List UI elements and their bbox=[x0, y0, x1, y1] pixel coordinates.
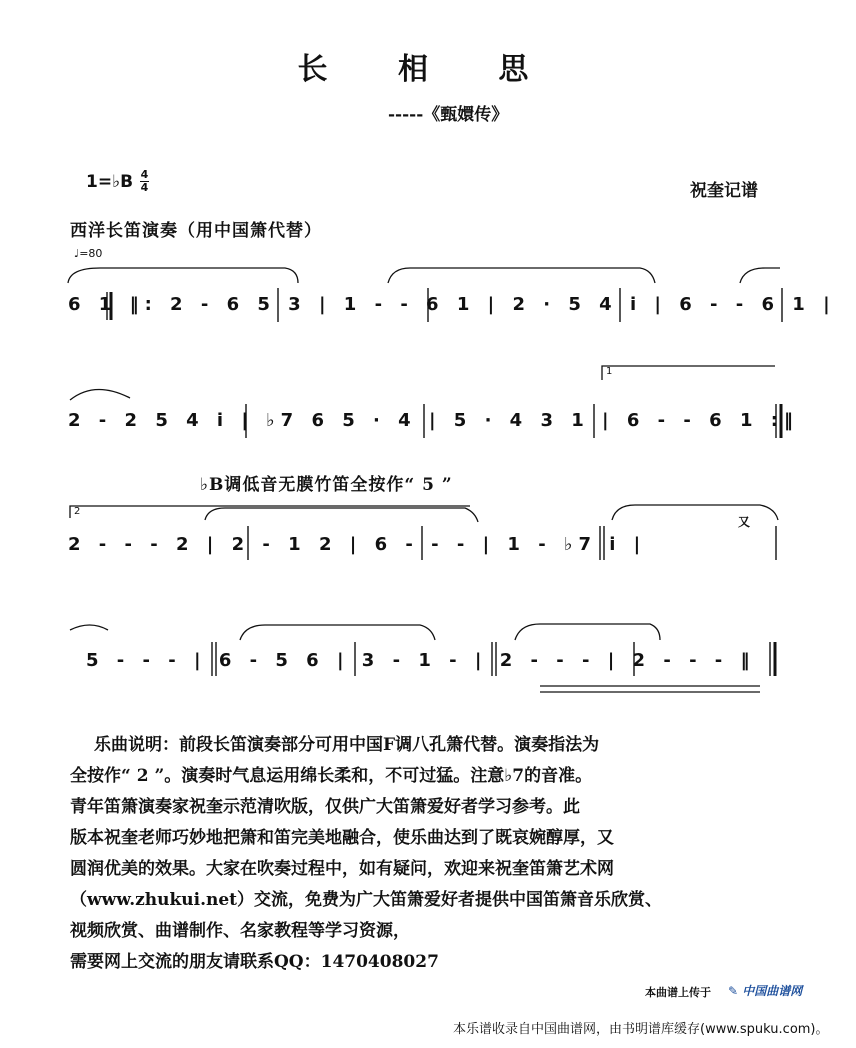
volta-bracket bbox=[602, 366, 775, 380]
tempo-marking: ♩=80 bbox=[74, 247, 103, 260]
key-signature: 1=♭B bbox=[86, 172, 134, 192]
score-line-2: 2 - 2 5 4 i | ♭7 6 5 · 4 | 5 · 4 3 1 | 6 - - 6 1 :‖ bbox=[68, 410, 799, 431]
slur bbox=[205, 508, 478, 522]
slur bbox=[740, 268, 780, 283]
fingering-note: ♭B调低音无膜竹笛全按作“ 5 ” bbox=[200, 475, 453, 495]
description-block bbox=[0, 761, 856, 978]
uploaded-label: 本曲谱上传于 bbox=[645, 986, 711, 999]
source-note: 本乐谱收录自中国曲谱网，由书明谱库缓存(www.spuku.com)。 bbox=[453, 1022, 829, 1037]
subtitle: -----《甄嬛传》 bbox=[388, 105, 509, 125]
slur bbox=[70, 389, 130, 400]
description-line: 圆润优美的效果。大家在吹奏过程中，如有疑问，欢迎来祝奎笛箫艺术网 bbox=[70, 859, 614, 879]
description-line: 全按作“ 2 ”。演奏时气息运用绵长柔和，不可过猛。注意♭7的音准。 bbox=[70, 766, 593, 786]
logo-icon: ✎ bbox=[728, 984, 739, 998]
slur bbox=[515, 624, 660, 640]
description-line: 版本祝奎老师巧妙地把箫和笛完美地融合，使乐曲达到了既哀婉醇厚，又 bbox=[70, 828, 614, 848]
description-line: （www.zhukui.net）交流，免费为广大笛箫爱好者提供中国笛箫音乐欣赏、 bbox=[70, 890, 663, 910]
slur bbox=[388, 268, 655, 283]
performance-note: 西洋长笛演奏（用中国箫代替） bbox=[70, 221, 322, 241]
description bbox=[0, 730, 856, 978]
ornament-mark: 又 bbox=[738, 515, 751, 529]
description-line: 乐曲说明：前段长笛演奏部分可用中国F调八孔箫代替。演奏指法为 bbox=[94, 735, 600, 755]
score-line-4: 5 - - - | 6 - 5 6 | 3 - 1 - | 2 - - - | 2 - - - ‖ bbox=[86, 650, 756, 671]
site-logo[interactable] bbox=[728, 982, 802, 999]
description-block bbox=[0, 730, 856, 761]
description-line: 青年笛箫演奏家祝奎示范清吹版，仅供广大笛箫爱好者学习参考。此 bbox=[70, 797, 580, 817]
time-top: 4 bbox=[140, 168, 149, 181]
volta-1-label: 1 bbox=[606, 366, 613, 377]
score-line-1: 6 1 ‖: 2 - 6 5 3 | 1 - - 6 1 | 2 · 5 4 i | 6 - - 6 1 | bbox=[68, 294, 836, 315]
volta-2-label: 2 bbox=[74, 506, 81, 517]
score-line-3: 2 - - - 2 | 2 - 1 2 | 6 - - - | 1 - ♭7 i | bbox=[68, 534, 647, 555]
logo-text: 中国曲谱网 bbox=[742, 984, 803, 998]
slur bbox=[240, 625, 435, 640]
slur bbox=[612, 505, 778, 520]
page-title: 长 相 思 bbox=[297, 52, 559, 87]
trill-line bbox=[540, 686, 760, 692]
description-line: 视频欣赏、曲谱制作、名家教程等学习资源， bbox=[70, 921, 410, 941]
slur bbox=[70, 625, 108, 630]
description-line: 需要网上交流的朋友请联系QQ：1470408027 bbox=[70, 952, 439, 972]
time-bottom: 4 bbox=[140, 181, 149, 194]
slur bbox=[68, 268, 298, 283]
composer: 祝奎记谱 bbox=[690, 181, 758, 201]
